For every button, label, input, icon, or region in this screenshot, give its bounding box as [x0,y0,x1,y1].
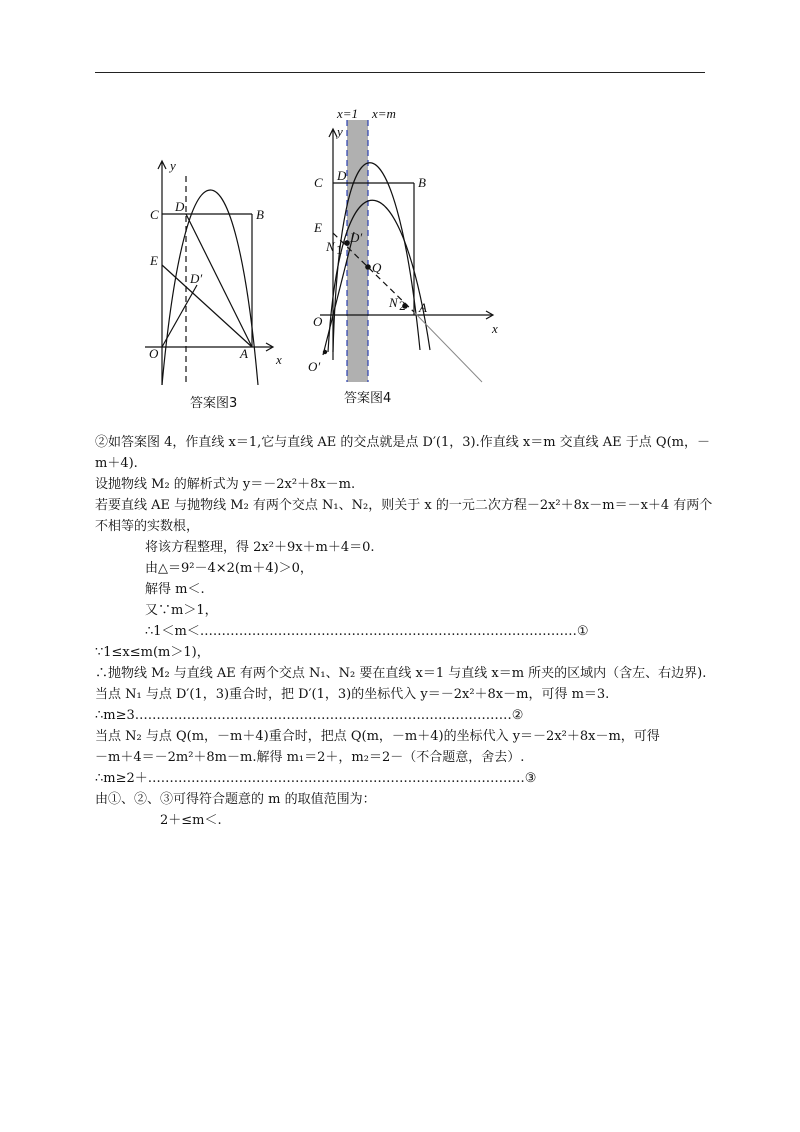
fig4-label-n2-sub: 2 [399,298,406,313]
fig4-label-c: C [314,175,323,190]
fig4-label-n2: N [389,295,398,310]
solution-line: ∵1≤x≤m(m＞1)， [95,645,210,660]
fig4-shaded-region [347,120,368,382]
fig3-label-a: A [240,346,248,361]
fig4-label-xm: x=m [372,106,396,121]
fig4-caption: 答案图4 [344,391,392,406]
fig3-label-o: O [149,346,159,361]
fig3-label-x: x [276,352,282,367]
solution-line: 由△＝9²－4×2(m＋4)＞0， [145,561,313,576]
solution-line: 当点 N₂ 与点 Q(m，－m＋4)重合时，把点 Q(m，－m＋4)的坐标代入 y＝－2x²＋8x－m，可得 [95,729,660,744]
solution-line: m＋4). [95,456,138,471]
fig4-label-oprime: O′ [308,359,321,374]
fig4-line-ae-extension [414,312,482,382]
solution-line: 由①、②、③可得符合题意的 m 的取值范围为： [95,792,376,807]
fig4-label-dprime: D′ [350,230,363,245]
solution-line: 若要直线 AE 与抛物线 M₂ 有两个交点 N₁、N₂，则关于 x 的一元二次方程－2x²＋8x－m＝－x＋4 有两个 [95,498,713,513]
fig4-point-n1 [344,240,350,246]
fig4-label-d: D [337,168,347,183]
fig3-label-e: E [150,253,158,268]
solution-line: 设抛物线 M₂ 的解析式为 y＝－2x²＋8x－m. [95,477,356,492]
solution-line: 又∵m＞1， [145,603,218,618]
solution-line: 不相等的实数根， [95,519,200,534]
fig3-label-d: D [175,199,185,214]
fig4-label-e: E [314,220,322,235]
fig4-label-x1: x=1 [337,106,359,121]
fig4-label-y: y [337,124,343,139]
fig3-caption: 答案图3 [190,396,238,411]
fig4-label-a: A [419,300,427,315]
fig4-label-n1: N [326,239,335,254]
fig4-label-o: O [313,314,323,329]
fig3-label-dprime: D′ [190,271,203,286]
fig3-label-y: y [170,158,176,173]
answer-figure-4 [0,0,800,430]
solution-line: ②如答案图 4，作直线 x＝1,它与直线 AE 的交点就是点 D′(1，3).作直线 x＝m 交直线 AE 于点 Q(m，－ [95,435,710,450]
fig4-label-x: x [492,321,498,336]
solution-line: ∴1＜m＜……………………………………………………………………………① [145,624,589,639]
solution-line: ∴抛物线 M₂ 与直线 AE 有两个交点 N₁、N₂ 要在直线 x＝1 与直线 x＝m 所夹的区域内（含左、右边界). [95,666,707,681]
solution-line: －m＋4＝－2m²＋8m－m.解得 m₁＝2＋，m₂＝2－（不合题意，舍去）. [95,750,525,765]
fig4-label-n1-sub: 1 [336,242,343,257]
solution-line: ∴m≥3……………………………………………………………………………② [95,708,524,723]
solution-line: 将该方程整理，得 2x²＋9x＋m＋4＝0. [145,540,375,555]
fig4-label-q: Q [372,260,382,275]
fig4-label-b: B [418,175,426,190]
solution-line: 解得 m＜. [145,582,205,597]
solution-text [95,432,715,831]
fig4-point-q [365,264,371,270]
solution-line: 当点 N₁ 与点 D′(1，3)重合时，把 D′(1，3)的坐标代入 y＝－2x²＋8x－m，可得 m＝3. [95,687,610,702]
fig4-point-oprime [323,350,327,354]
fig3-label-c: C [150,207,159,222]
solution-line: ∴m≥2＋……………………………………………………………………………③ [95,771,537,786]
fig4-parabola-m1 [333,163,420,352]
fig3-label-b: B [256,207,264,222]
solution-line: 2＋≤m＜. [160,813,222,828]
